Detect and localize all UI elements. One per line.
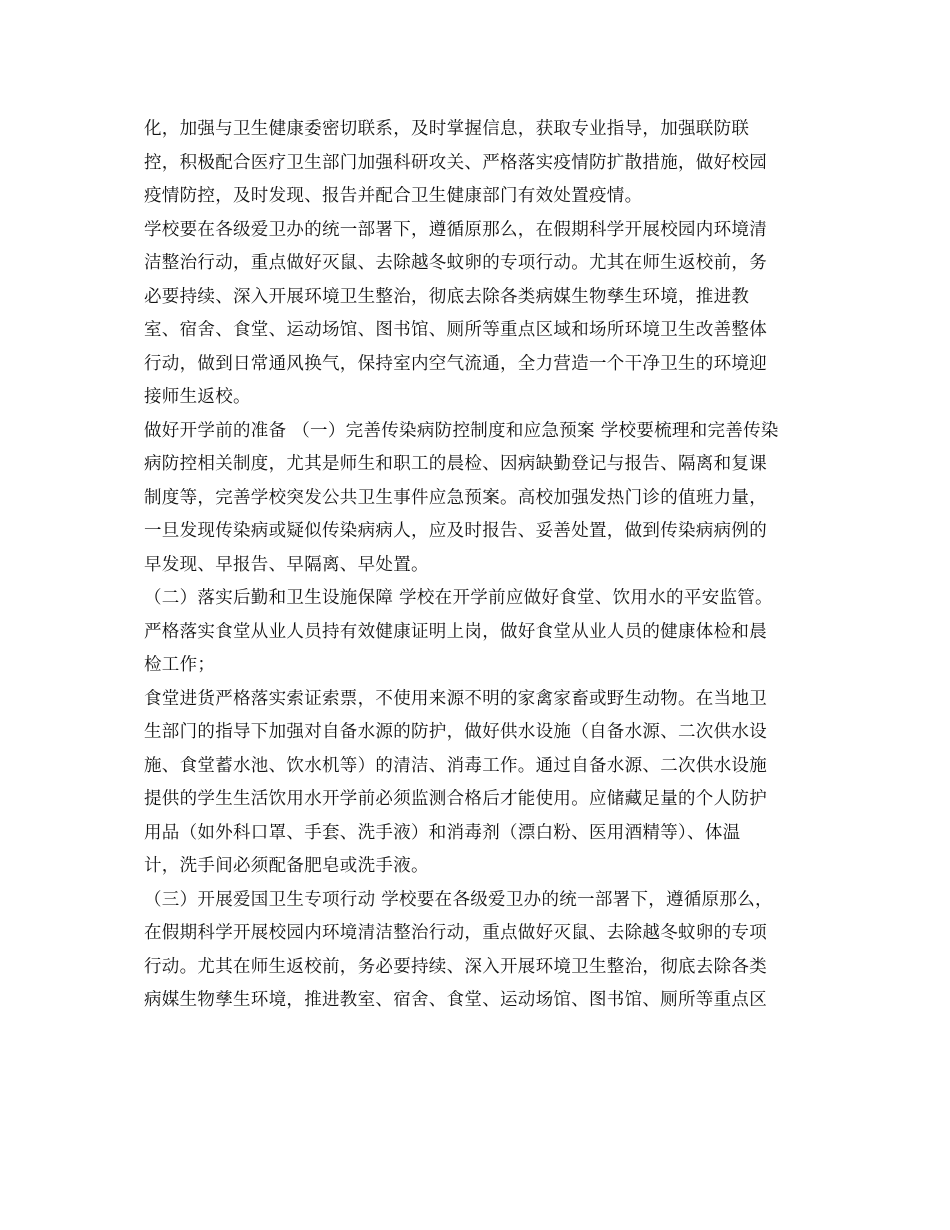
text-line: 在假期科学开展校园内环境清洁整治行动，重点做好灭鼠、去除越冬蚊卵的专项 bbox=[144, 923, 767, 943]
text-line: 生部门的指导下加强对自备水源的防护，做好供水设施（自备水源、二次供水设 bbox=[144, 722, 767, 742]
text-line: （三）开展爱国卫生专项行动 学校要在各级爱卫办的统一部署下，遵循原那么， bbox=[144, 889, 773, 910]
text-line: 做好开学前的准备 （一）完善传染病防控制度和应急预案 学校要梳理和完善传染 bbox=[144, 420, 779, 441]
text-line: 病媒生物孳生环境，推进教室、宿舍、食堂、运动场馆、图书馆、厕所等重点区 bbox=[144, 990, 767, 1010]
body-text bbox=[144, 113, 816, 1018]
text-line: （二）落实后勤和卫生设施保障 学校在开学前应做好食堂、饮用水的平安监管。 bbox=[144, 588, 773, 608]
text-line: 计，洗手间必须配备肥皂或洗手液。 bbox=[144, 856, 429, 876]
text-line: 病防控相关制度，尤其是师生和职工的晨检、因病缺勤登记与报告、隔离和复课 bbox=[144, 454, 767, 474]
text-line: 严格落实食堂从业人员持有效健康证明上岗，做好食堂从业人员的健康体检和晨 bbox=[144, 621, 767, 642]
text-line: 必要持续、深入开展环境卫生整治，彻底去除各类病媒生物孳生环境，推进教 bbox=[144, 286, 750, 307]
text-line: 洁整治行动，重点做好灭鼠、去除越冬蚊卵的专项行动。尤其在师生返校前，务 bbox=[144, 253, 767, 273]
text-line: 制度等，完善学校突发公共卫生事件应急预案。高校加强发热门诊的值班力量， bbox=[144, 487, 767, 508]
text-line: 施、食堂蓄水池、饮水机等）的清洁、消毒工作。通过自备水源、二次供水设施 bbox=[144, 755, 767, 776]
text-line: 检工作； bbox=[144, 655, 216, 675]
text-line: 早发现、早报告、早隔离、早处置。 bbox=[144, 554, 429, 575]
text-line: 提供的学生生活饮用水开学前必须监测合格后才能使用。应储藏足量的个人防护 bbox=[144, 789, 767, 809]
text-line: 一旦发现传染病或疑似传染病病人，应及时报告、妥善处置，做到传染病病例的 bbox=[144, 521, 767, 541]
text-line: 控，积极配合医疗卫生部门加强科研攻关、严格落实疫情防扩散措施，做好校园 bbox=[144, 152, 767, 173]
text-line: 行动。尤其在师生返校前，务必要持续、深入开展环境卫生整治，彻底去除各类 bbox=[144, 956, 767, 977]
text-line: 食堂进货严格落实索证索票，不使用来源不明的家禽家畜或野生动物。在当地卫 bbox=[144, 688, 767, 709]
text-line: 用品（如外科口罩、手套、洗手液）和消毒剂（漂白粉、医用酒精等）、体温 bbox=[144, 822, 741, 843]
text-line: 室、宿舍、食堂、运动场馆、图书馆、厕所等重点区域和场所环境卫生改善整体 bbox=[144, 320, 767, 340]
text-line: 疫情防控，及时发现、报告并配合卫生健康部门有效处置疫情。 bbox=[144, 186, 643, 206]
text-line: 行动，做到日常通风换气，保持室内空气流通，全力营造一个干净卫生的环境迎 bbox=[144, 353, 767, 374]
text-line: 化，加强与卫生健康委密切联系，及时掌握信息，获取专业指导，加强联防联 bbox=[144, 119, 750, 139]
text-line: 学校要在各级爱卫办的统一部署下，遵循原那么，在假期科学开展校园内环境清 bbox=[144, 219, 767, 240]
text-line: 接师生返校。 bbox=[144, 387, 251, 407]
